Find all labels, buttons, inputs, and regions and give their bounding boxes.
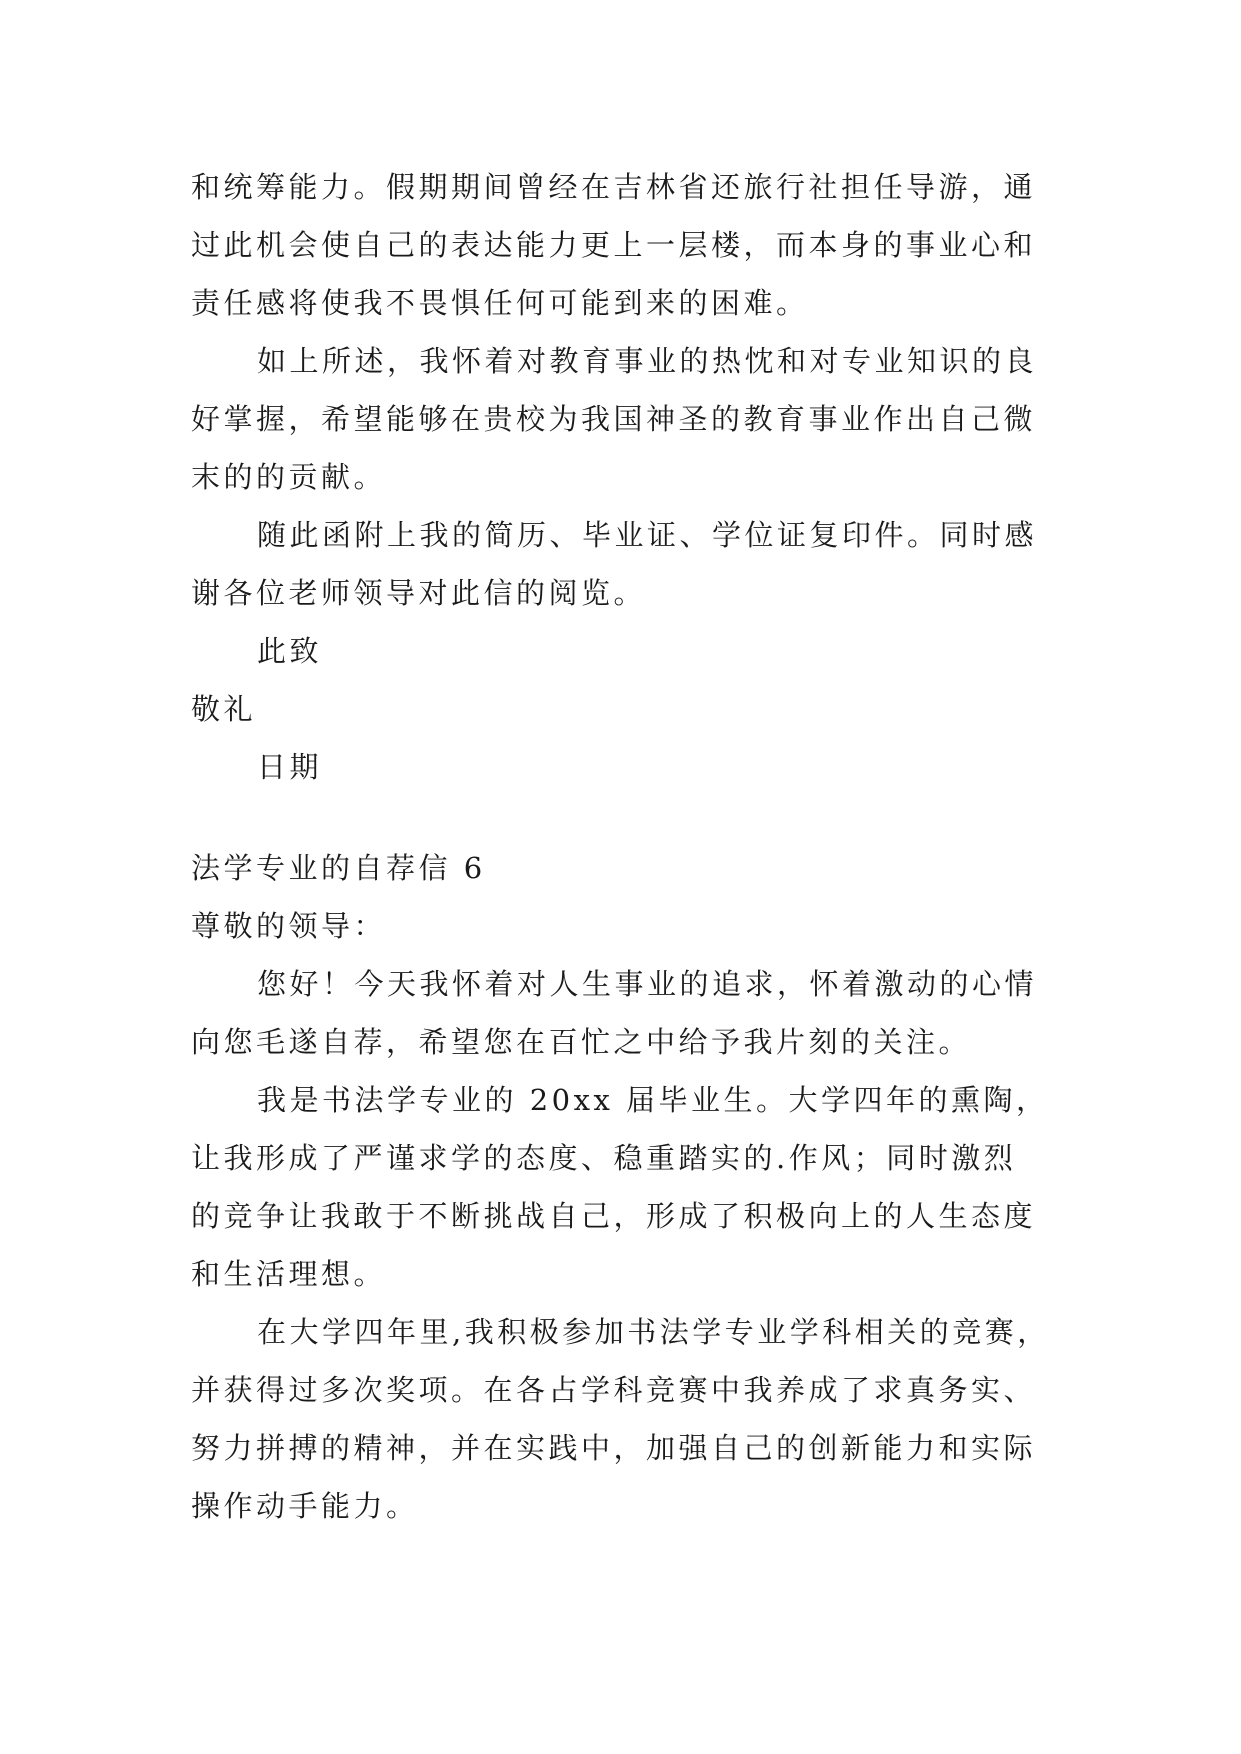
text-line: 在大学四年里,我积极参加书法学专业学科相关的竞赛， bbox=[257, 1315, 1050, 1349]
letter-greeting: 尊敬的领导： bbox=[191, 909, 387, 943]
section-title: 法学专业的自荐信 6 bbox=[191, 851, 486, 885]
text-line: 谢各位老师领导对此信的阅览。 bbox=[191, 576, 647, 610]
text-line: 和生活理想。 bbox=[191, 1257, 387, 1291]
text-line: 您好！今天我怀着对人生事业的追求，怀着激动的心情 bbox=[257, 967, 1038, 1001]
text-line: 努力拼搏的精神，并在实践中，加强自己的创新能力和实际 bbox=[191, 1431, 1037, 1465]
text-line: 如上所述，我怀着对教育事业的热忱和对专业知识的良 bbox=[257, 344, 1038, 378]
text-line: 让我形成了严谨求学的态度、稳重踏实的.作风；同时激烈 bbox=[191, 1141, 1017, 1175]
closing-salutation: 此致 bbox=[257, 634, 323, 668]
text-line: 末的的贡献。 bbox=[191, 460, 387, 494]
text-line: 向您毛遂自荐，希望您在百忙之中给予我片刻的关注。 bbox=[191, 1025, 972, 1059]
text-line: 我是书法学专业的 20xx 届毕业生。大学四年的熏陶， bbox=[257, 1083, 1049, 1117]
text-line: 并获得过多次奖项。在各占学科竞赛中我养成了求真务实、 bbox=[191, 1373, 1037, 1407]
text-line: 过此机会使自己的表达能力更上一层楼，而本身的事业心和 bbox=[191, 228, 1037, 262]
text-line: 好掌握，希望能够在贵校为我国神圣的教育事业作出自己微 bbox=[191, 402, 1037, 436]
text-line: 责任感将使我不畏惧任何可能到来的困难。 bbox=[191, 286, 809, 320]
closing-regards: 敬礼 bbox=[191, 692, 257, 726]
text-line: 和统筹能力。假期期间曾经在吉林省还旅行社担任导游，通 bbox=[191, 170, 1037, 204]
text-line: 的竞争让我敢于不断挑战自己，形成了积极向上的人生态度 bbox=[191, 1199, 1037, 1233]
text-line: 随此函附上我的简历、毕业证、学位证复印件。同时感 bbox=[257, 518, 1038, 552]
date-line: 日期 bbox=[257, 750, 323, 784]
text-line: 操作动手能力。 bbox=[191, 1489, 419, 1523]
